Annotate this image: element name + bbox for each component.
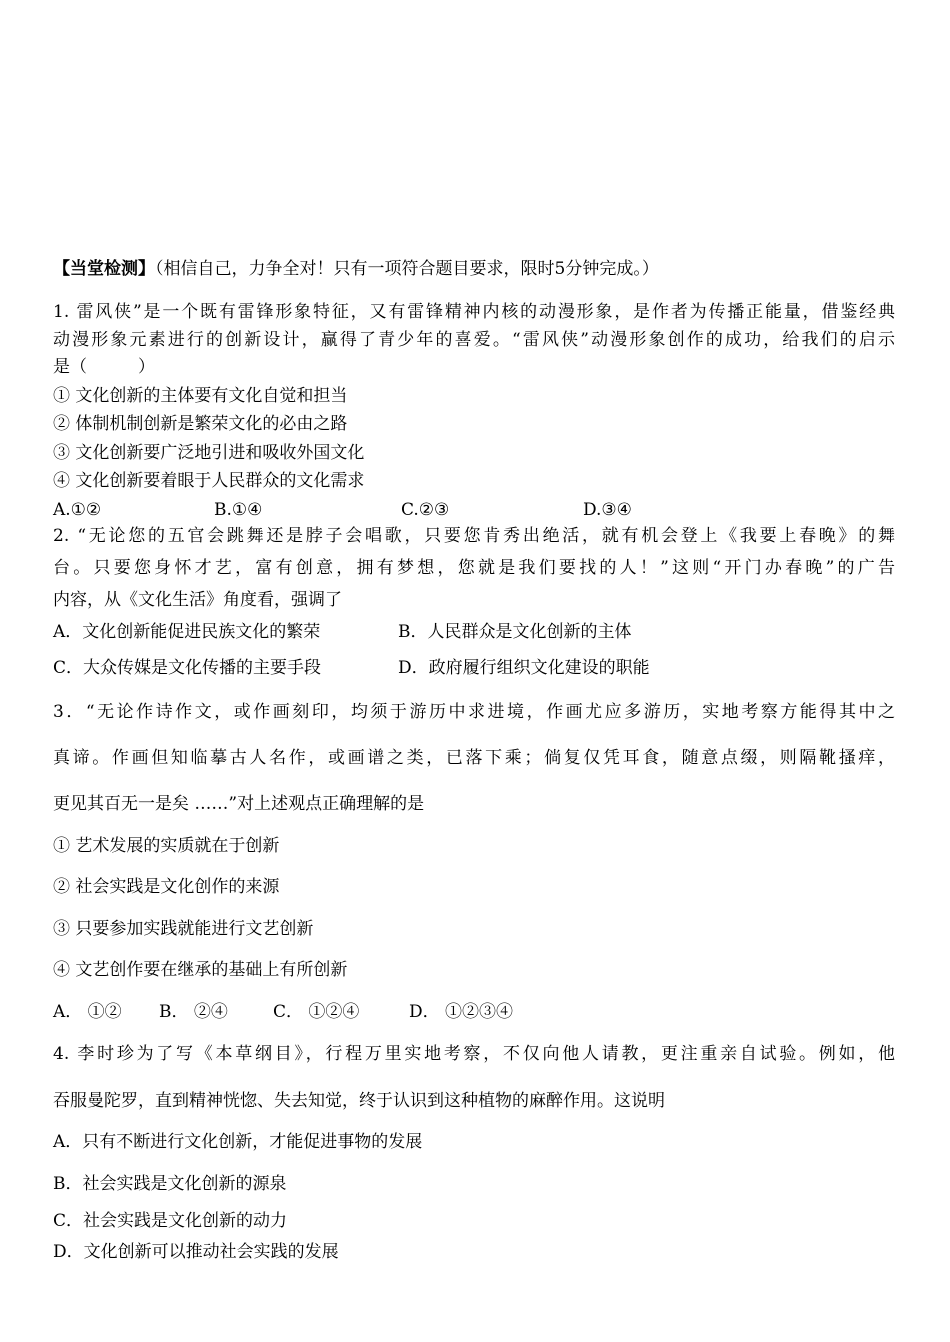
question-1-options	[53, 499, 895, 521]
question-1-line-2: 动漫形象元素进行的创新设计，赢得了青少年的喜爱。“雷风侠”动漫形象创作的成功，给我们的启示	[53, 330, 895, 350]
section-instruction: （相信自己，力争全对！只有一项符合题目要求，限时5分钟完成。）	[155, 259, 659, 279]
question-2-option-a[interactable]: A．文化创新能促进民族文化的繁荣	[53, 622, 321, 642]
question-3-item-3: ③ 只要参加实践就能进行文艺创新	[53, 919, 314, 939]
question-2-options-row-2	[53, 657, 895, 679]
question-1-option-d[interactable]: D.③④	[583, 500, 632, 520]
question-4-option-b[interactable]: B．社会实践是文化创新的源泉	[53, 1174, 287, 1194]
question-1-item-4: ④ 文化创新要着眼于人民群众的文化需求	[53, 471, 365, 491]
question-2-option-d[interactable]: D．政府履行组织文化建设的职能	[398, 658, 650, 678]
question-2-option-c[interactable]: C．大众传媒是文化传播的主要手段	[53, 658, 322, 678]
question-4-line-2: 吞服曼陀罗，直到精神恍惚、失去知觉，终于认识到这种植物的麻醉作用。这说明	[53, 1091, 665, 1111]
question-3-option-b[interactable]: B． ②④	[159, 1002, 228, 1022]
question-3-item-4: ④ 文艺创作要在继承的基础上有所创新	[53, 960, 348, 980]
question-3-options	[53, 1001, 895, 1023]
question-3-line-2: 真谛。作画但知临摹古人名作，或画谱之类，已落下乘；倘复仅凭耳食，随意点缀，则隔靴搔痒，	[53, 748, 895, 768]
question-2-line-3: 内容，从《文化生活》角度看，强调了	[53, 590, 342, 610]
section-header	[53, 258, 659, 280]
question-3-line-1: 3．“无论作诗作文，或作画刻印，均须于游历中求进境，作画尤应多游历，实地考察方能得其中之	[53, 702, 895, 722]
question-3-item-2: ② 社会实践是文化创作的来源	[53, 877, 280, 897]
question-1-option-c[interactable]: C.②③	[401, 500, 450, 520]
question-1-line-1: 1. 雷风侠”是一个既有雷锋形象特征，又有雷锋精神内核的动漫形象，是作者为传播正能量，借鉴经典	[53, 302, 895, 322]
question-2-line-2: 台。只要您身怀才艺，富有创意，拥有梦想，您就是我们要找的人！”这则“开门办春晚”的广告	[53, 558, 895, 578]
question-1-item-3: ③ 文化创新要广泛地引进和吸收外国文化	[53, 443, 365, 463]
question-2-options-row-1	[53, 621, 895, 643]
question-4-line-1: 4. 李时珍为了写《本草纲目》，行程万里实地考察，不仅向他人请教，更注重亲自试验。例如，他	[53, 1044, 895, 1064]
question-1-option-a[interactable]: A.①②	[53, 500, 102, 520]
section-title: 【当堂检测】	[53, 259, 155, 279]
question-3-option-d[interactable]: D． ①②③④	[409, 1002, 514, 1022]
question-2-option-b[interactable]: B．人民群众是文化创新的主体	[398, 622, 632, 642]
question-1-line-3: 是（ ）	[53, 357, 155, 377]
question-2-line-1: 2. “无论您的五官会跳舞还是脖子会唱歌，只要您肯秀出绝活，就有机会登上《我要上春晚》的舞	[53, 526, 895, 546]
question-4-option-a[interactable]: A．只有不断进行文化创新，才能促进事物的发展	[53, 1132, 423, 1152]
question-1-item-2: ② 体制机制创新是繁荣文化的必由之路	[53, 414, 348, 434]
question-1-option-b[interactable]: B.①④	[214, 500, 263, 520]
question-3-line-3: 更见其百无一是矣 ……”对上述观点正确理解的是	[53, 794, 425, 814]
question-4-option-c[interactable]: C．社会实践是文化创新的动力	[53, 1211, 288, 1231]
question-3-option-a[interactable]: A． ①②	[53, 1002, 122, 1022]
question-4-option-d[interactable]: D．文化创新可以推动社会实践的发展	[53, 1242, 339, 1262]
question-3-item-1: ① 艺术发展的实质就在于创新	[53, 836, 280, 856]
question-3-option-c[interactable]: C． ①②④	[273, 1002, 360, 1022]
question-1-item-1: ① 文化创新的主体要有文化自觉和担当	[53, 386, 348, 406]
